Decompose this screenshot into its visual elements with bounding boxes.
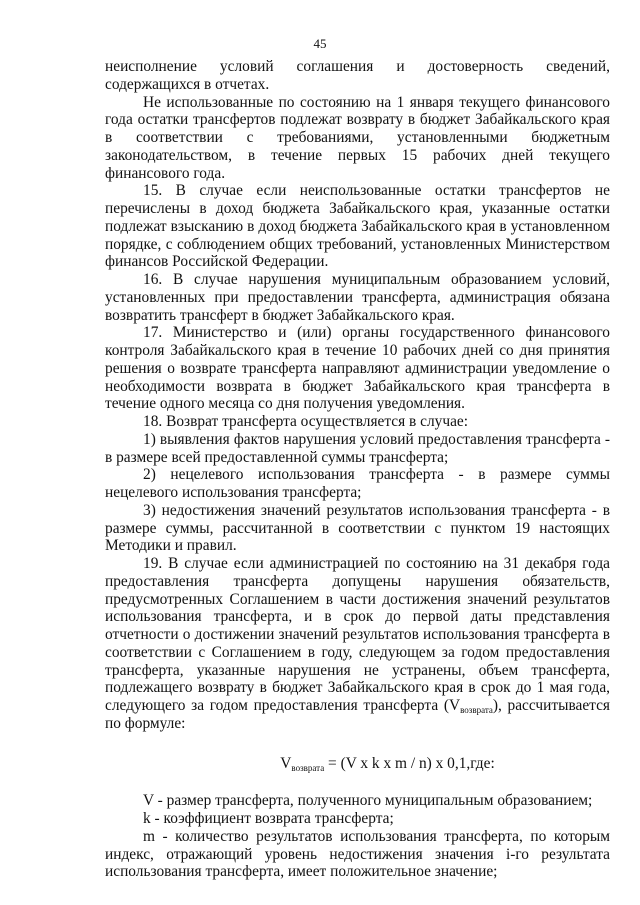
paragraph-16: 16. В случае нарушения муниципальным образованием условий, установленных при предоставлении трансферта, администрация обязана возвратить трансферт в бюджет Забайкальского края. — [105, 271, 610, 324]
paragraph-19 — [105, 555, 610, 733]
formula-rhs: = (V x k x m / n) x 0,1,где: — [324, 754, 495, 772]
paragraph-unused-balances: Не использованные по состоянию на 1 января текущего финансового года остатки трансфертов подлежат возврату в бюджет Забайкальского края в соответствии с требованиями, установленными бюджетным законодательством, в течение первых 15 рабочих дней текущего финансового года. — [105, 93, 610, 182]
formula-lhs: V — [280, 754, 292, 772]
page-number: 45 — [313, 36, 327, 51]
definition-m: m - количество результатов использования трансферта, по которым индекс, отражающий уровень недостижения значения i-го результата использования трансферта, имеет положительное значение; — [105, 827, 610, 881]
definition-k: k - коэффициент возврата трансферта; — [143, 810, 394, 827]
list-item-18-2: 2) нецелевого использования трансферта - в размере суммы нецелевого использования трансферта; — [105, 466, 610, 501]
paragraph-continuation: неисполнение условий соглашения и достоверность сведений, содержащихся в отчетах. — [105, 58, 610, 93]
paragraph-17: 17. Министерство и (или) органы государственного финансового контроля Забайкальского края в течение 10 рабочих дней со дня принятия решения о возврате трансферта направляют администрации уведомление о необходимости возврата в бюджет Забайкальского края трансферта в течение одного месяца со дня получения уведомления. — [105, 324, 610, 413]
list-item-18-3: 3) недостижения значений результатов использования трансферта - в размере суммы, рассчитанной в соответствии с пунктом 19 настоящих Методики и правил. — [105, 501, 610, 555]
paragraph-19-tail: ), рассчитывается по формуле: — [105, 697, 611, 732]
paragraph-19-subscript: возврата — [460, 705, 493, 715]
paragraph-19-text: 19. В случае если администрацией по состоянию на 31 декабря года предоставления трансферта допущены нарушения обязательств, предусмотренных Соглашением в части достижения значений результатов использования трансферта, и в срок до первой даты представления отчетности о достижении значений результатов использования трансферта в соответствии с Соглашением в году, следующем за годом предоставления трансферта, указанные нарушения не устранены, объем трансферта, подлежащего возврату в бюджет Забайкальского края в срок до 1 мая года, следующего за годом предоставления трансферта (V — [105, 555, 610, 714]
definition-v: V - размер трансферта, полученного муниципальным образованием; — [143, 792, 593, 810]
return-formula — [105, 755, 610, 773]
formula-lhs-subscript: возврата — [291, 762, 325, 773]
document-body — [105, 58, 610, 881]
paragraph-18: 18. Возврат трансферта осуществляется в случае: — [143, 413, 469, 430]
list-item-18-1: 1) выявления фактов нарушения условий предоставления трансферта - в размере всей предоставленной суммы трансферта; — [105, 430, 610, 466]
paragraph-15: 15. В случае если неиспользованные остатки трансфертов не перечислены в доход бюджета Забайкальского края, указанные остатки подлежат взысканию в доход бюджета Забайкальского края в установленном порядке, с соблюдением общих требований, установленных Министерством финансов Российской Федерации. — [105, 182, 610, 271]
